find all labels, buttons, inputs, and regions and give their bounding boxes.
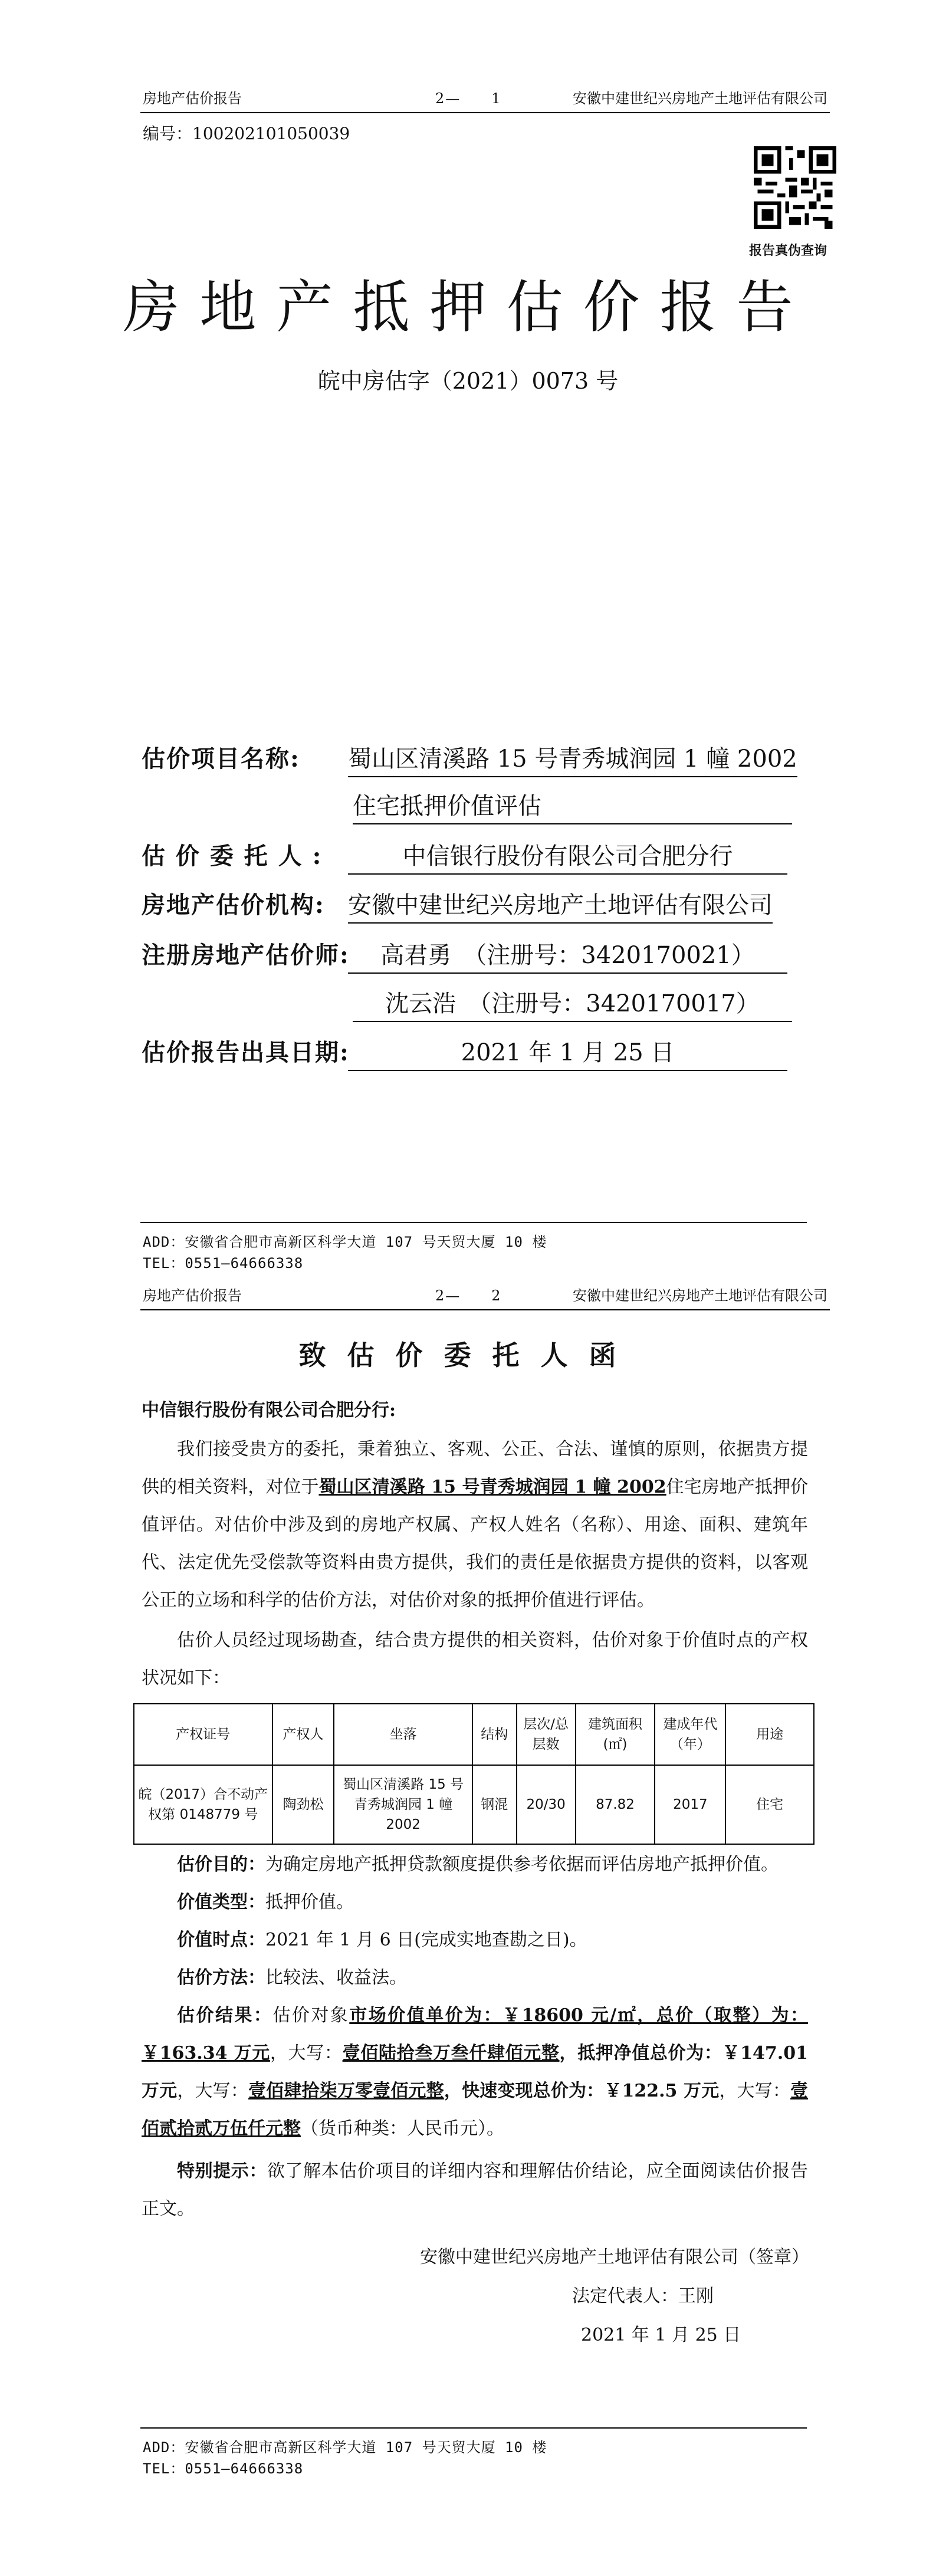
project-name-label: 估价项目名称: [142, 745, 300, 773]
date-label: 估价报告出具日期: [142, 1039, 350, 1066]
footer-rule [140, 1222, 807, 1223]
page-header [140, 1286, 830, 1310]
header-left: 房地产估价报告 [143, 90, 242, 107]
table-cell: 2017 [655, 1765, 725, 1844]
method-label: 估价方法： [177, 1967, 265, 1988]
property-table [133, 1703, 815, 1845]
report-number: 皖中房估字（2021）0073 号 [317, 368, 619, 394]
paragraph-1-a: 我们接受贵方的委托，秉着独立、客观、公正、合法、谨慎的原则，依据贵方提供的相关资料，对位于 [142, 1439, 808, 1497]
agency-value: 安徽中建世纪兴房地产土地评估有限公司 [348, 886, 773, 924]
notice-paragraph [142, 2153, 808, 2228]
appraiser-row [142, 937, 787, 974]
company-signature: 安徽中建世纪兴房地产土地评估有限公司（签章） [420, 2247, 809, 2268]
table-cell: 陶劲松 [272, 1765, 334, 1844]
client-value: 中信银行股份有限公司合肥分行 [348, 837, 787, 875]
header-right: 安徽中建世纪兴房地产土地评估有限公司 [573, 90, 827, 107]
table-cell: 蜀山区清溪路 15 号青秀城润园 1 幢 2002 [334, 1765, 472, 1844]
report-title: 房地产抵押估价报告 [123, 274, 813, 340]
result-text: ，大写： [177, 2081, 249, 2101]
table-header-cell: 建筑面积(㎡) [576, 1704, 655, 1765]
table-header-cell: 产权人 [272, 1704, 334, 1765]
footer-tel: TEL：0551—64666338 [143, 2460, 304, 2477]
letter-page [0, 1286, 936, 2576]
table-header-cell: 用途 [725, 1704, 814, 1765]
method-text: 比较法、收益法。 [265, 1967, 407, 1988]
result-label: 估价结果： [177, 2005, 273, 2026]
page-header [140, 88, 830, 113]
market-value-words: 壹佰陆拾叁万叁仟肆佰元整 [342, 2043, 560, 2064]
paragraph-1 [142, 1431, 808, 1619]
appraiser-1: 高君勇 （注册号：3420170021） [348, 937, 787, 974]
footer-rule [140, 2427, 807, 2429]
value-time-label: 价值时点： [177, 1930, 265, 1950]
net-value: ，抵押净值总价为：￥147.01 万元 [142, 2043, 808, 2101]
footer-address: ADD：安徽省合肥市高新区科学大道 107 号天贸大厦 10 楼 [143, 1234, 547, 1250]
qr-caption: 报告真伪查询 [749, 243, 827, 258]
table-header-row [134, 1704, 814, 1765]
table-header-cell: 结构 [472, 1704, 517, 1765]
currency-note: （货币种类：人民币元）。 [301, 2118, 504, 2139]
purpose-text: 为确定房地产抵押贷款额度提供参考依据而评估房地产抵押价值。 [265, 1854, 779, 1875]
footer-address: ADD：安徽省合肥市高新区科学大道 107 号天贸大厦 10 楼 [143, 2439, 547, 2456]
purpose-line [142, 1846, 808, 1884]
appraiser-2: 沈云浩 （注册号：3420170017） [353, 985, 792, 1022]
project-name-value-2: 住宅抵押价值评估 [353, 787, 792, 824]
net-value-words: 壹佰肆拾柒万零壹佰元整 [248, 2081, 444, 2101]
purpose-label: 估价目的： [177, 1854, 265, 1875]
header-page-number: 2— 1 [435, 90, 502, 107]
quick-sale-value-words: 壹佰贰拾贰万伍仟元整 [142, 2081, 809, 2139]
value-time-line [142, 1921, 808, 1959]
paragraph-2: 估价人员经过现场勘查，结合贵方提供的相关资料，估价对象于价值时点的产权状况如下： [142, 1630, 808, 1688]
project-name-value: 蜀山区清溪路 15 号青秀城润园 1 幢 2002 [348, 740, 797, 777]
table-cell: 钢混 [472, 1765, 517, 1844]
table-header-cell: 坐落 [334, 1704, 472, 1765]
notice-label: 特别提示： [177, 2161, 267, 2181]
market-value: 市场价值单价为：￥18600 元/㎡，总价（取整）为：￥163.34 万元 [142, 2005, 809, 2064]
result-text: ，大写： [270, 2043, 343, 2064]
result-paragraph [142, 1997, 808, 2148]
header-left: 房地产估价报告 [143, 1287, 242, 1304]
table-header-cell: 层次/总层数 [517, 1704, 576, 1765]
header-page-number: 2— 2 [435, 1287, 502, 1304]
value-type-text: 抵押价值。 [265, 1892, 354, 1913]
letter-title: 致估价委托人函 [298, 1339, 638, 1371]
quick-sale-value: ，快速变现总价为：￥122.5 万元 [444, 2081, 720, 2101]
table-cell: 皖（2017）合不动产权第 0148779 号 [134, 1765, 272, 1844]
sign-date: 2021 年 1 月 25 日 [581, 2325, 741, 2345]
result-text: ，大写： [719, 2081, 791, 2101]
table-cell: 20/30 [517, 1765, 576, 1844]
paragraph-1-address: 蜀山区清溪路 15 号青秀城润园 1 幢 2002 [318, 1477, 666, 1497]
appraiser-row-2 [353, 985, 792, 1022]
client-row [142, 837, 787, 875]
agency-label: 房地产估价机构: [142, 891, 325, 919]
qr-code-icon[interactable] [754, 146, 836, 229]
table-cell: 87.82 [576, 1765, 655, 1844]
value-type-line [142, 1884, 808, 1921]
paragraph-1-b: 住宅房地产抵押价值评估。对估价中涉及到的房地产权属、产权人姓名（名称）、用途、面积、建筑年代、法定优先受偿款等资料由贵方提供，我们的责任是依据贵方提供的资料，以客观公正的立场和科学的估价方法，对估价对象的抵押价值进行评估。 [142, 1477, 809, 1611]
header-right: 安徽中建世纪兴房地产土地评估有限公司 [573, 1287, 827, 1304]
footer-tel: TEL：0551—64666338 [143, 1255, 304, 1271]
date-row [142, 1034, 787, 1071]
project-name-row-2 [353, 787, 792, 824]
client-label: 估 价 委 托 人 : [142, 842, 323, 870]
method-line [142, 1959, 808, 1997]
table-cell: 住宅 [725, 1765, 814, 1844]
date-value: 2021 年 1 月 25 日 [348, 1034, 787, 1071]
table-header-cell: 产权证号 [134, 1704, 272, 1765]
notice-text: 欲了解本估价项目的详细内容和理解估价结论，应全面阅读估价报告正文。 [142, 2161, 809, 2219]
result-text: 估价对象 [272, 2005, 350, 2026]
agency-row [142, 886, 773, 924]
document-number: 编号：100202101050039 [143, 124, 350, 143]
cover-page [0, 0, 936, 1286]
value-type-label: 价值类型： [177, 1892, 265, 1913]
salutation: 中信银行股份有限公司合肥分行: [142, 1400, 396, 1421]
appraiser-label: 注册房地产估价师: [142, 941, 350, 969]
legal-representative: 法定代表人：王刚 [572, 2286, 714, 2306]
project-name-row [142, 740, 797, 777]
value-time-text: 2021 年 1 月 6 日(完成实地查勘之日)。 [265, 1930, 587, 1950]
table-row [134, 1765, 814, 1844]
table-header-cell: 建成年代（年） [655, 1704, 725, 1765]
